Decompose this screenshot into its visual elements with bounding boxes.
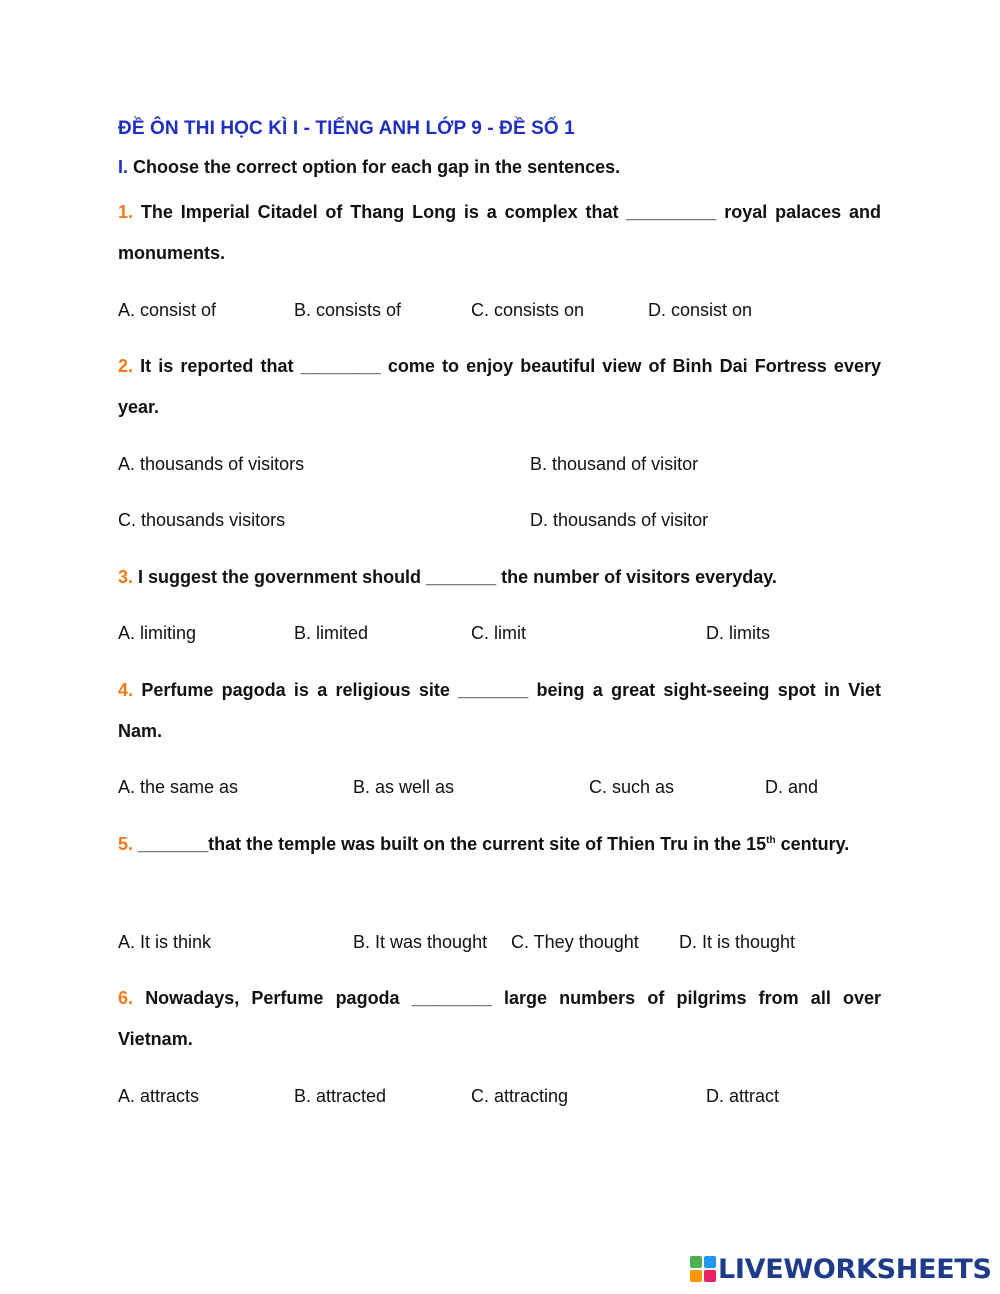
option-c[interactable]: C. such as: [589, 777, 675, 797]
worksheet-title: ĐỀ ÔN THI HỌC KÌ I - TIẾNG ANH LỚP 9 - ĐỀ SỐ 1: [118, 118, 575, 139]
option-c[interactable]: C. attracting: [471, 1086, 569, 1106]
section-instruction: [118, 157, 620, 178]
question-1: [118, 192, 881, 274]
section-number: I.: [118, 157, 129, 177]
option-d[interactable]: D. thousands of visitor: [530, 510, 709, 530]
option-c[interactable]: C. They thought: [511, 932, 639, 952]
option-d[interactable]: D. attract: [706, 1086, 780, 1106]
logo-text: LIVEWORKSHEETS: [718, 1253, 992, 1285]
liveworksheets-logo[interactable]: [690, 1252, 992, 1286]
option-a[interactable]: A. the same as: [118, 777, 239, 797]
question-text: It is reported that ________ come to enjoy beautiful view of Binh Dai Fortress every year.: [118, 356, 881, 417]
question-6: [118, 978, 881, 1060]
option-b[interactable]: B. It was thought: [353, 932, 488, 952]
option-a[interactable]: A. consist of: [118, 300, 217, 320]
option-c[interactable]: C. limit: [471, 623, 526, 643]
option-b[interactable]: B. limited: [294, 623, 369, 643]
question-number: 6.: [118, 988, 134, 1008]
option-a[interactable]: A. limiting: [118, 623, 197, 643]
question-text: Nowadays, Perfume pagoda ________ large numbers of pilgrims from all over Vietnam.: [118, 988, 881, 1049]
logo-blocks-icon: [690, 1256, 716, 1282]
question-5: [118, 824, 881, 865]
option-a[interactable]: A. thousands of visitors: [118, 454, 305, 474]
option-c[interactable]: C. thousands visitors: [118, 510, 286, 530]
question-text-end: century.: [775, 834, 850, 854]
ordinal-superscript: th: [766, 835, 776, 846]
question-number: 2.: [118, 356, 134, 376]
option-a[interactable]: A. It is think: [118, 932, 212, 952]
question-number: 1.: [118, 202, 134, 222]
option-d[interactable]: D. and: [765, 777, 819, 797]
option-b[interactable]: B. thousand of visitor: [530, 454, 699, 474]
question-text: The Imperial Citadel of Thang Long is a complex that _________ royal palaces and monuments.: [118, 202, 881, 263]
option-a[interactable]: A. attracts: [118, 1086, 200, 1106]
question-4: [118, 670, 881, 752]
option-b[interactable]: B. as well as: [353, 777, 455, 797]
question-text: Perfume pagoda is a religious site _______ being a great sight-seeing spot in Viet Nam.: [118, 680, 881, 741]
option-c[interactable]: C. consists on: [471, 300, 585, 320]
option-d[interactable]: D. It is thought: [679, 932, 796, 952]
option-b[interactable]: B. consists of: [294, 300, 402, 320]
question-2: [118, 346, 881, 428]
option-d[interactable]: D. consist on: [648, 300, 753, 320]
option-d[interactable]: D. limits: [706, 623, 770, 643]
question-text: I suggest the government should _______ the number of visitors everyday.: [138, 567, 777, 587]
option-b[interactable]: B. attracted: [294, 1086, 387, 1106]
question-number: 3.: [118, 567, 134, 587]
question-number: 5.: [118, 834, 134, 854]
question-3: [118, 557, 881, 598]
section-text: Choose the correct option for each gap in the sentences.: [133, 157, 621, 177]
question-number: 4.: [118, 680, 134, 700]
question-text: _______that the temple was built on the current site of Thien Tru in the 15: [138, 834, 767, 854]
